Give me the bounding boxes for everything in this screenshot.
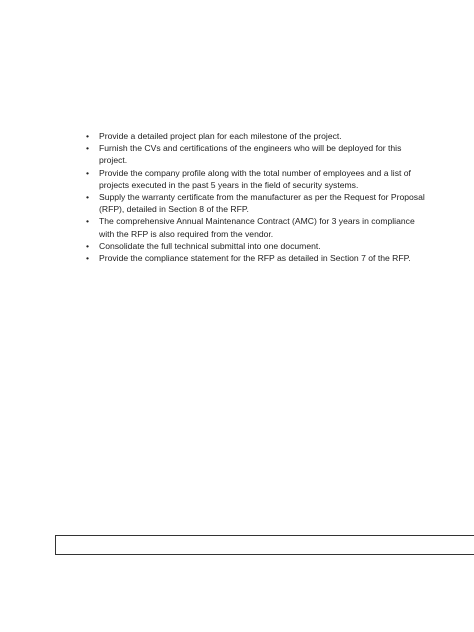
list-item <box>86 240 426 252</box>
list-item <box>86 142 426 166</box>
list-item-text: Furnish the CVs and certifications of the engineers who will be deployed for this project. <box>99 143 402 166</box>
footer-box <box>55 535 474 555</box>
bullet-icon: • <box>86 192 90 203</box>
bullet-icon: • <box>86 131 90 141</box>
bullet-icon: • <box>86 167 90 178</box>
list-item <box>86 215 426 239</box>
list-item <box>86 167 426 191</box>
list-item-text: Consolidate the full technical submittal into one document. <box>99 240 321 251</box>
bullet-icon: • <box>86 240 90 251</box>
bullet-icon: • <box>86 253 90 264</box>
list-item-text: Supply the warranty certificate from the manufacturer as per the Request for Proposal (RFP), detailed in Section 8 of the RFP. <box>99 192 425 215</box>
list-item-text: Provide the compliance statement for the RFP as detailed in Section 7 of the RFP. <box>99 253 411 264</box>
list-item-text: The comprehensive Annual Maintenance Contract (AMC) for 3 years in compliance with the RFP is also required from the vendor. <box>99 216 415 239</box>
bullet-icon: • <box>86 216 90 227</box>
requirements-list <box>86 130 426 264</box>
list-item <box>86 252 426 264</box>
list-item-text: Provide the company profile along with the total number of employees and a list of projects executed in the past 5 years in the field of security systems. <box>99 167 411 190</box>
list-item <box>86 130 426 142</box>
bullet-icon: • <box>86 143 90 154</box>
list-item-text: Provide a detailed project plan for each milestone of the project. <box>99 131 342 141</box>
list-item <box>86 191 426 215</box>
